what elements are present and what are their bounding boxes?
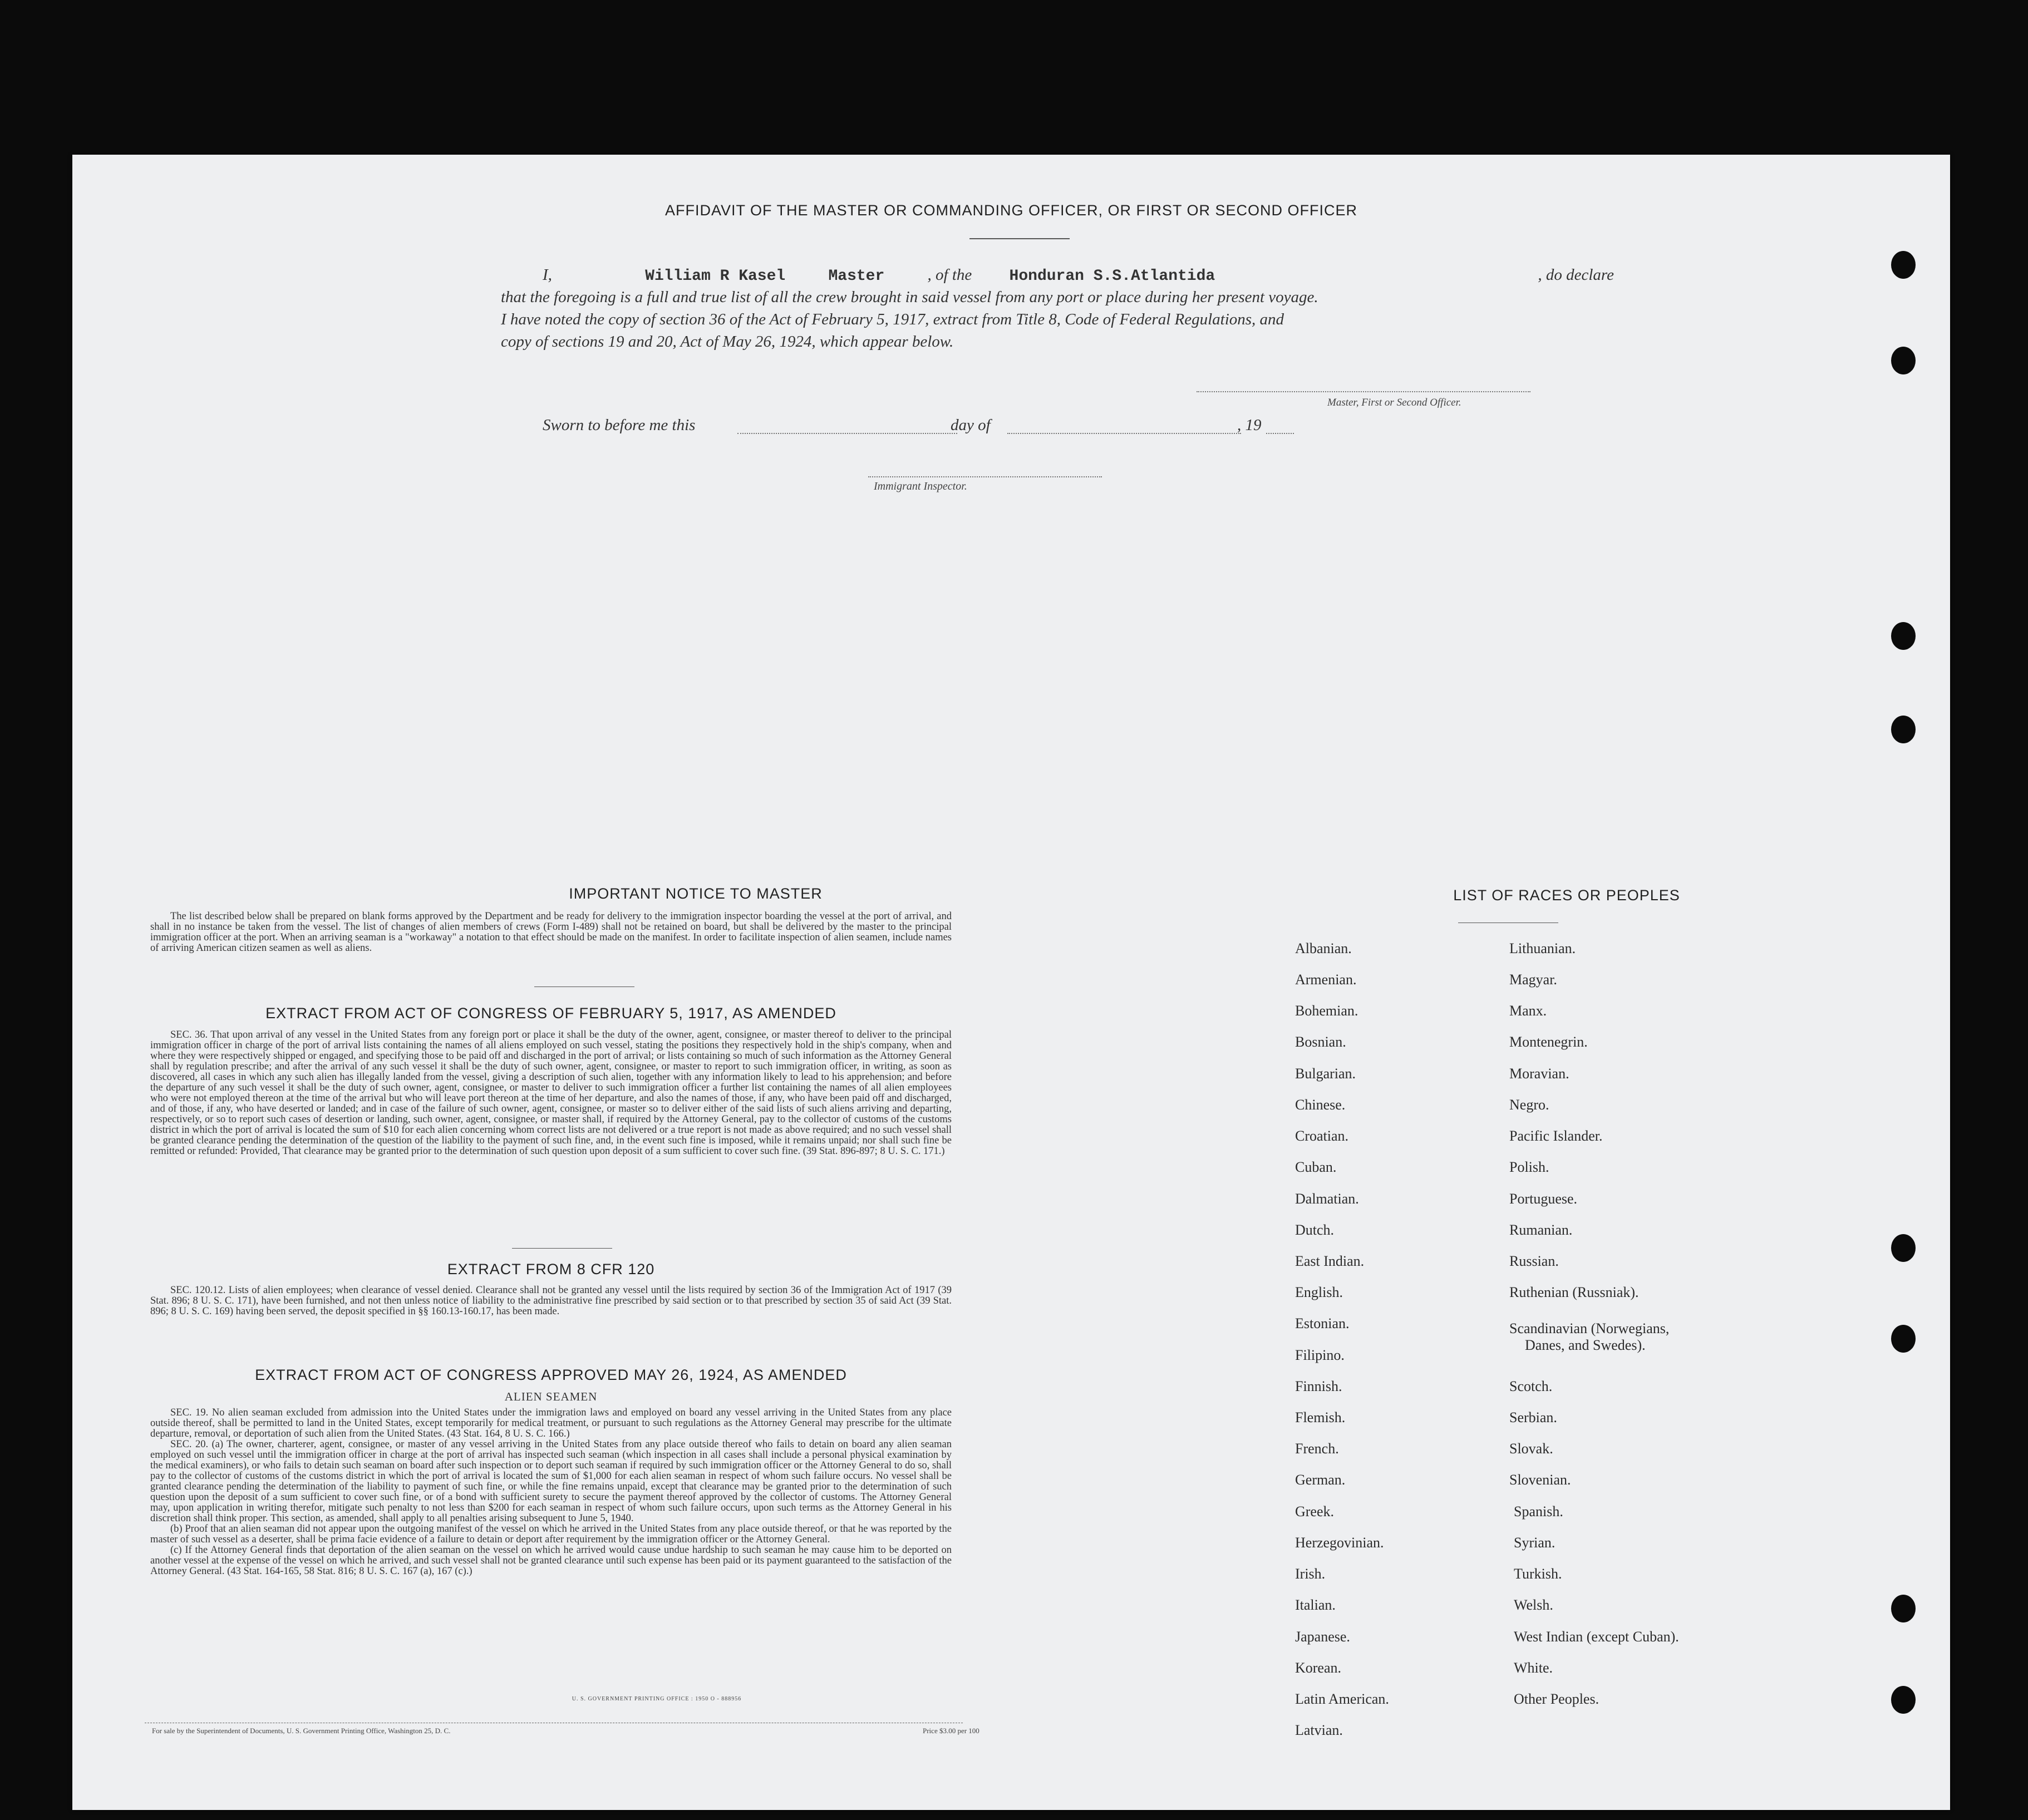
race-item: Lithuanian. <box>1509 940 1576 956</box>
master-name: William R Kasel <box>645 268 786 285</box>
race-item: Spanish. <box>1514 1503 1563 1520</box>
extract-cfr-text <box>150 1285 952 1317</box>
race-item: Syrian. <box>1514 1535 1556 1551</box>
race-item: Albanian. <box>1295 940 1352 956</box>
notice-title: IMPORTANT NOTICE TO MASTER <box>569 885 823 902</box>
race-item: Estonian. <box>1295 1315 1350 1331</box>
race-item: Rumanian. <box>1509 1222 1573 1238</box>
race-item: Irish. <box>1295 1566 1326 1582</box>
race-item: Slovak. <box>1509 1441 1553 1457</box>
punch-hole <box>1891 716 1916 743</box>
race-item: White. <box>1514 1660 1553 1676</box>
declaration-i: I, <box>543 266 552 284</box>
title-rule <box>969 238 1070 239</box>
signature-label: Master, First or Second Officer. <box>1327 397 1461 408</box>
year-label: , 19 <box>1237 416 1262 434</box>
race-item: Turkish. <box>1514 1566 1562 1582</box>
sec-19-paragraph: SEC. 19. No alien seaman excluded from admission into the United States under the immigration laws and employed on board any vessel arriving in the United States from any place outside thereof, shall be permitted to land in the United States, except temporarily for medical treatment, or pursuant to such regulations as the Attorney General may prescribe for the ultimate departure, removal, or deportation of such alien from the United States. (43 Stat. 164, 8 U. S. C. 166.) <box>150 1407 952 1439</box>
sec-36-paragraph: SEC. 36. That upon arrival of any vessel in the United States from any foreign port or place it shall be the duty of the owner, agent, consignee, or master thereof to deliver to the principal immigration officer in charge of the port of arrival lists containing the names of all aliens employed on such vessel, stating the positions they respectively hold in the ship's company, when and where they were respectively shipped or engaged, and specifying those to be paid off and discharged in the port of arrival; or lists containing so much of such information as the Attorney General shall by regulation prescribe; and after the arrival of any such vessel it shall be the duty of such owner, agent, consignee, or master to report to such immigration officer, in writing, as soon as discovered, all cases in which any such alien has illegally landed from the vessel, giving a description of such alien, together with any information likely to lead to his apprehension; and before the departure of any such vessel it shall be the duty of such owner, agent, consignee, or master to deliver to such immigration officer a further list containing the names of all alien employees who were not employed thereon at the time of the arrival but who will leave port thereon at the time of her departure, and also the names of those, if any, who have been paid off and discharged, and of those, if any, who have deserted or landed; and in case of the failure of such owner, agent, consignee, or master so to deliver either of the said lists of such aliens arriving and departing, respectively, or so to report such cases of desertion or landing, such owner, agent, consignee, or master shall, if required by the Attorney General, pay to the collector of customs of the customs district in which the port of arrival is located the sum of $10 for each alien concerning whom correct lists are not delivered or a true report is not made as above required; and no such vessel shall be granted clearance pending the determination of the question of the liability to the payment of such fine, and, in the event such fine is imposed, while it remains unpaid; nor shall such fine be remitted or refunded: Provided, That clearance may be granted prior to the determination of such question upon deposit of a sum sufficient to cover such fine. (39 Stat. 896-897; 8 U. S. C. 171.) <box>150 1029 952 1157</box>
race-item: German. <box>1295 1472 1346 1488</box>
race-item: Croatian. <box>1295 1128 1349 1144</box>
race-item: Dutch. <box>1295 1222 1335 1238</box>
race-item: Slovenian. <box>1509 1472 1571 1488</box>
notice-text <box>150 911 952 954</box>
race-item: Danes, and Swedes). <box>1525 1337 1646 1353</box>
race-item: Other Peoples. <box>1514 1691 1599 1707</box>
punch-hole <box>1891 1325 1916 1353</box>
race-item: Chinese. <box>1295 1097 1346 1113</box>
sec-20a-paragraph: SEC. 20. (a) The owner, charterer, agent, consignee, or master of any vessel arriving in the United States from any place outside thereof who fails to detain on board any alien seaman employed on such vessel until the immigration officer in charge at the port of arrival has inspected such seaman (which inspection in all cases shall include a personal physical examination by the medical examiners), or who fails to detain such seaman on board after such inspection or to deport such seaman if required by such immigration officer or the Attorney General to do so, shall pay to the collector of customs of the customs district in which the port of arrival is located the sum of $1,000 for each alien seaman in respect of whom such failure occurs. No vessel shall be granted clearance pending the determination of the liability to payment of such fine, or while the fine remains unpaid, except that clearance may be granted prior to the determination of such question upon the deposit of a sum sufficient to cover such fine, or of a bond with sufficient surety to secure the payment thereof approved by the collector of customs. The Attorney General may, upon application in writing therefor, mitigate such penalty to not less than $200 for each seaman in respect of whom such failure occurs, upon such terms as the Attorney General in his discretion shall think proper. This section, as amended, shall apply to all penalties arising subsequent to June 5, 1940. <box>150 1439 952 1524</box>
race-item: Flemish. <box>1295 1409 1346 1426</box>
race-item: East Indian. <box>1295 1253 1365 1269</box>
race-item: Bulgarian. <box>1295 1066 1356 1082</box>
race-item: French. <box>1295 1441 1339 1457</box>
race-item: Scandinavian (Norwegians, <box>1509 1320 1670 1336</box>
declaration-line-4: copy of sections 19 and 20, Act of May 26, 1924, which appear below. <box>501 333 954 351</box>
race-item: Pacific Islander. <box>1509 1128 1603 1144</box>
race-item: Filipino. <box>1295 1347 1345 1363</box>
race-item: Manx. <box>1509 1003 1547 1019</box>
race-item: Italian. <box>1295 1597 1336 1613</box>
sec-20c-paragraph: (c) If the Attorney General finds that deportation of the alien seaman on the vessel on which he arrived would cause undue hardship to such seaman he may cause him to be deported on another vessel at the expense of the vessel on which he arrived, and such vessel shall not be granted clearance until such expense has been paid or its payment guaranteed to the satisfaction of the Attorney General. (43 Stat. 164-165, 58 Stat. 816; 8 U. S. C. 167 (a), 167 (c).) <box>150 1545 952 1577</box>
affidavit-title: AFFIDAVIT OF THE MASTER OR COMMANDING OFFICER, OR FIRST OR SECOND OFFICER <box>664 202 1358 219</box>
punch-hole <box>1891 1595 1916 1622</box>
section-rule <box>512 1248 612 1249</box>
races-title: LIST OF RACES OR PEOPLES <box>1453 887 1680 904</box>
extract-1924-text <box>150 1408 952 1577</box>
declaration-of: , of the <box>927 266 972 284</box>
race-item: Japanese. <box>1295 1629 1350 1645</box>
race-item: Montenegrin. <box>1509 1034 1588 1050</box>
race-item: Korean. <box>1295 1660 1342 1676</box>
extract-1917-text <box>150 1030 952 1157</box>
race-item: Armenian. <box>1295 971 1357 988</box>
race-item: West Indian (except Cuban). <box>1514 1629 1679 1645</box>
punch-hole <box>1891 622 1916 650</box>
sec-20b-paragraph: (b) Proof that an alien seaman did not appear upon the outgoing manifest of the vessel on which he arrived in the United States from any place outside thereof, or that he was reported by the master of such vessel as a deserter, shall be prima facie evidence of a failure to detain or deport after requirement by the immigration officer or the Attorney General. <box>150 1523 952 1545</box>
race-item: Welsh. <box>1514 1597 1553 1613</box>
punch-hole <box>1891 251 1916 279</box>
sworn-label: Sworn to before me this <box>543 416 696 434</box>
race-item: Herzegovinian. <box>1295 1535 1384 1551</box>
declaration-line-3: I have noted the copy of section 36 of the Act of February 5, 1917, extract from Title 8, Code of Federal Regulations, and <box>501 310 1284 328</box>
race-item: Bohemian. <box>1295 1003 1358 1019</box>
race-item: English. <box>1295 1284 1343 1300</box>
race-item: Negro. <box>1509 1097 1549 1113</box>
officer-rank: Master <box>828 268 885 285</box>
race-item: Greek. <box>1295 1503 1335 1520</box>
sec-120-12-paragraph: SEC. 120.12. Lists of alien employees; when clearance of vessel denied. Clearance shall not be granted any vessel until the lists required by section 36 of the Immigration Act of 1917 (39 Stat. 896; 8 U. S. C. 171), have been furnished, and not then unless notice of liability to the administrative fine prescribed by said section or to that prescribed by section 35 of said Act (39 Stat. 896; 8 U. S. C. 169) having been served, the deposit specified in §§ 160.13-160.17, has been made. <box>150 1285 952 1317</box>
month-blank <box>1007 433 1241 434</box>
inspector-signature-line <box>868 476 1102 477</box>
extract-1924-title: EXTRACT FROM ACT OF CONGRESS APPROVED MAY 26, 1924, AS AMENDED <box>255 1367 847 1383</box>
sale-notice: For sale by the Superintendent of Documents, U. S. Government Printing Office, Washington 25, D. C. <box>152 1727 451 1735</box>
extract-1917-title: EXTRACT FROM ACT OF CONGRESS OF FEBRUARY 5, 1917, AS AMENDED <box>265 1005 836 1022</box>
gpo-imprint: U. S. GOVERNMENT PRINTING OFFICE : 1950 O - 888956 <box>572 1696 742 1702</box>
alien-seamen-subtitle: ALIEN SEAMEN <box>504 1390 598 1403</box>
vessel-name: Honduran S.S.Atlantida <box>1009 268 1215 285</box>
race-item: Moravian. <box>1509 1066 1569 1082</box>
race-item: Russian. <box>1509 1253 1559 1269</box>
punch-hole <box>1891 347 1916 374</box>
race-item: Magyar. <box>1509 971 1557 988</box>
declaration-line-2: that the foregoing is a full and true list of all the crew brought in said vessel from any port or place during her present voyage. <box>501 288 1318 306</box>
race-item: Serbian. <box>1509 1409 1557 1426</box>
price-notice: Price $3.00 per 100 <box>923 1727 979 1735</box>
extract-cfr-title: EXTRACT FROM 8 CFR 120 <box>447 1261 655 1278</box>
day-label: day of <box>951 416 991 434</box>
punch-hole <box>1891 1234 1916 1262</box>
race-item: Scotch. <box>1509 1378 1553 1394</box>
year-blank <box>1266 433 1294 434</box>
race-item: Latvian. <box>1295 1722 1343 1738</box>
race-item: Ruthenian (Russniak). <box>1509 1284 1639 1300</box>
race-item: Polish. <box>1509 1159 1549 1175</box>
race-item: Dalmatian. <box>1295 1191 1359 1207</box>
race-item: Bosnian. <box>1295 1034 1346 1050</box>
signature-line <box>1197 391 1530 392</box>
punch-hole <box>1891 1686 1916 1714</box>
race-item: Portuguese. <box>1509 1191 1578 1207</box>
inspector-label: Immigrant Inspector. <box>874 480 967 492</box>
race-item: Latin American. <box>1295 1691 1389 1707</box>
declaration-line-1 <box>543 266 1614 285</box>
declaration-end: , do declare <box>1538 266 1614 284</box>
race-item: Finnish. <box>1295 1378 1342 1394</box>
form-page <box>72 155 1950 1810</box>
sworn-date-blank <box>737 433 957 434</box>
race-item: Cuban. <box>1295 1159 1337 1175</box>
notice-paragraph: The list described below shall be prepared on blank forms approved by the Department and be ready for delivery to the immigration inspector boarding the vessel at the port of arrival, and shall in no instance be taken from the vessel. The list of changes of alien members of crews (Form I-489) shall not be retained on board, but shall be delivered by the master to the principal immigration officer at the port. When an arriving seaman is a "workaway" a notation to that effect should be made on the manifest. In order to facilitate inspection of alien seamen, include names of arriving American citizen seamen as well as aliens. <box>150 911 952 954</box>
